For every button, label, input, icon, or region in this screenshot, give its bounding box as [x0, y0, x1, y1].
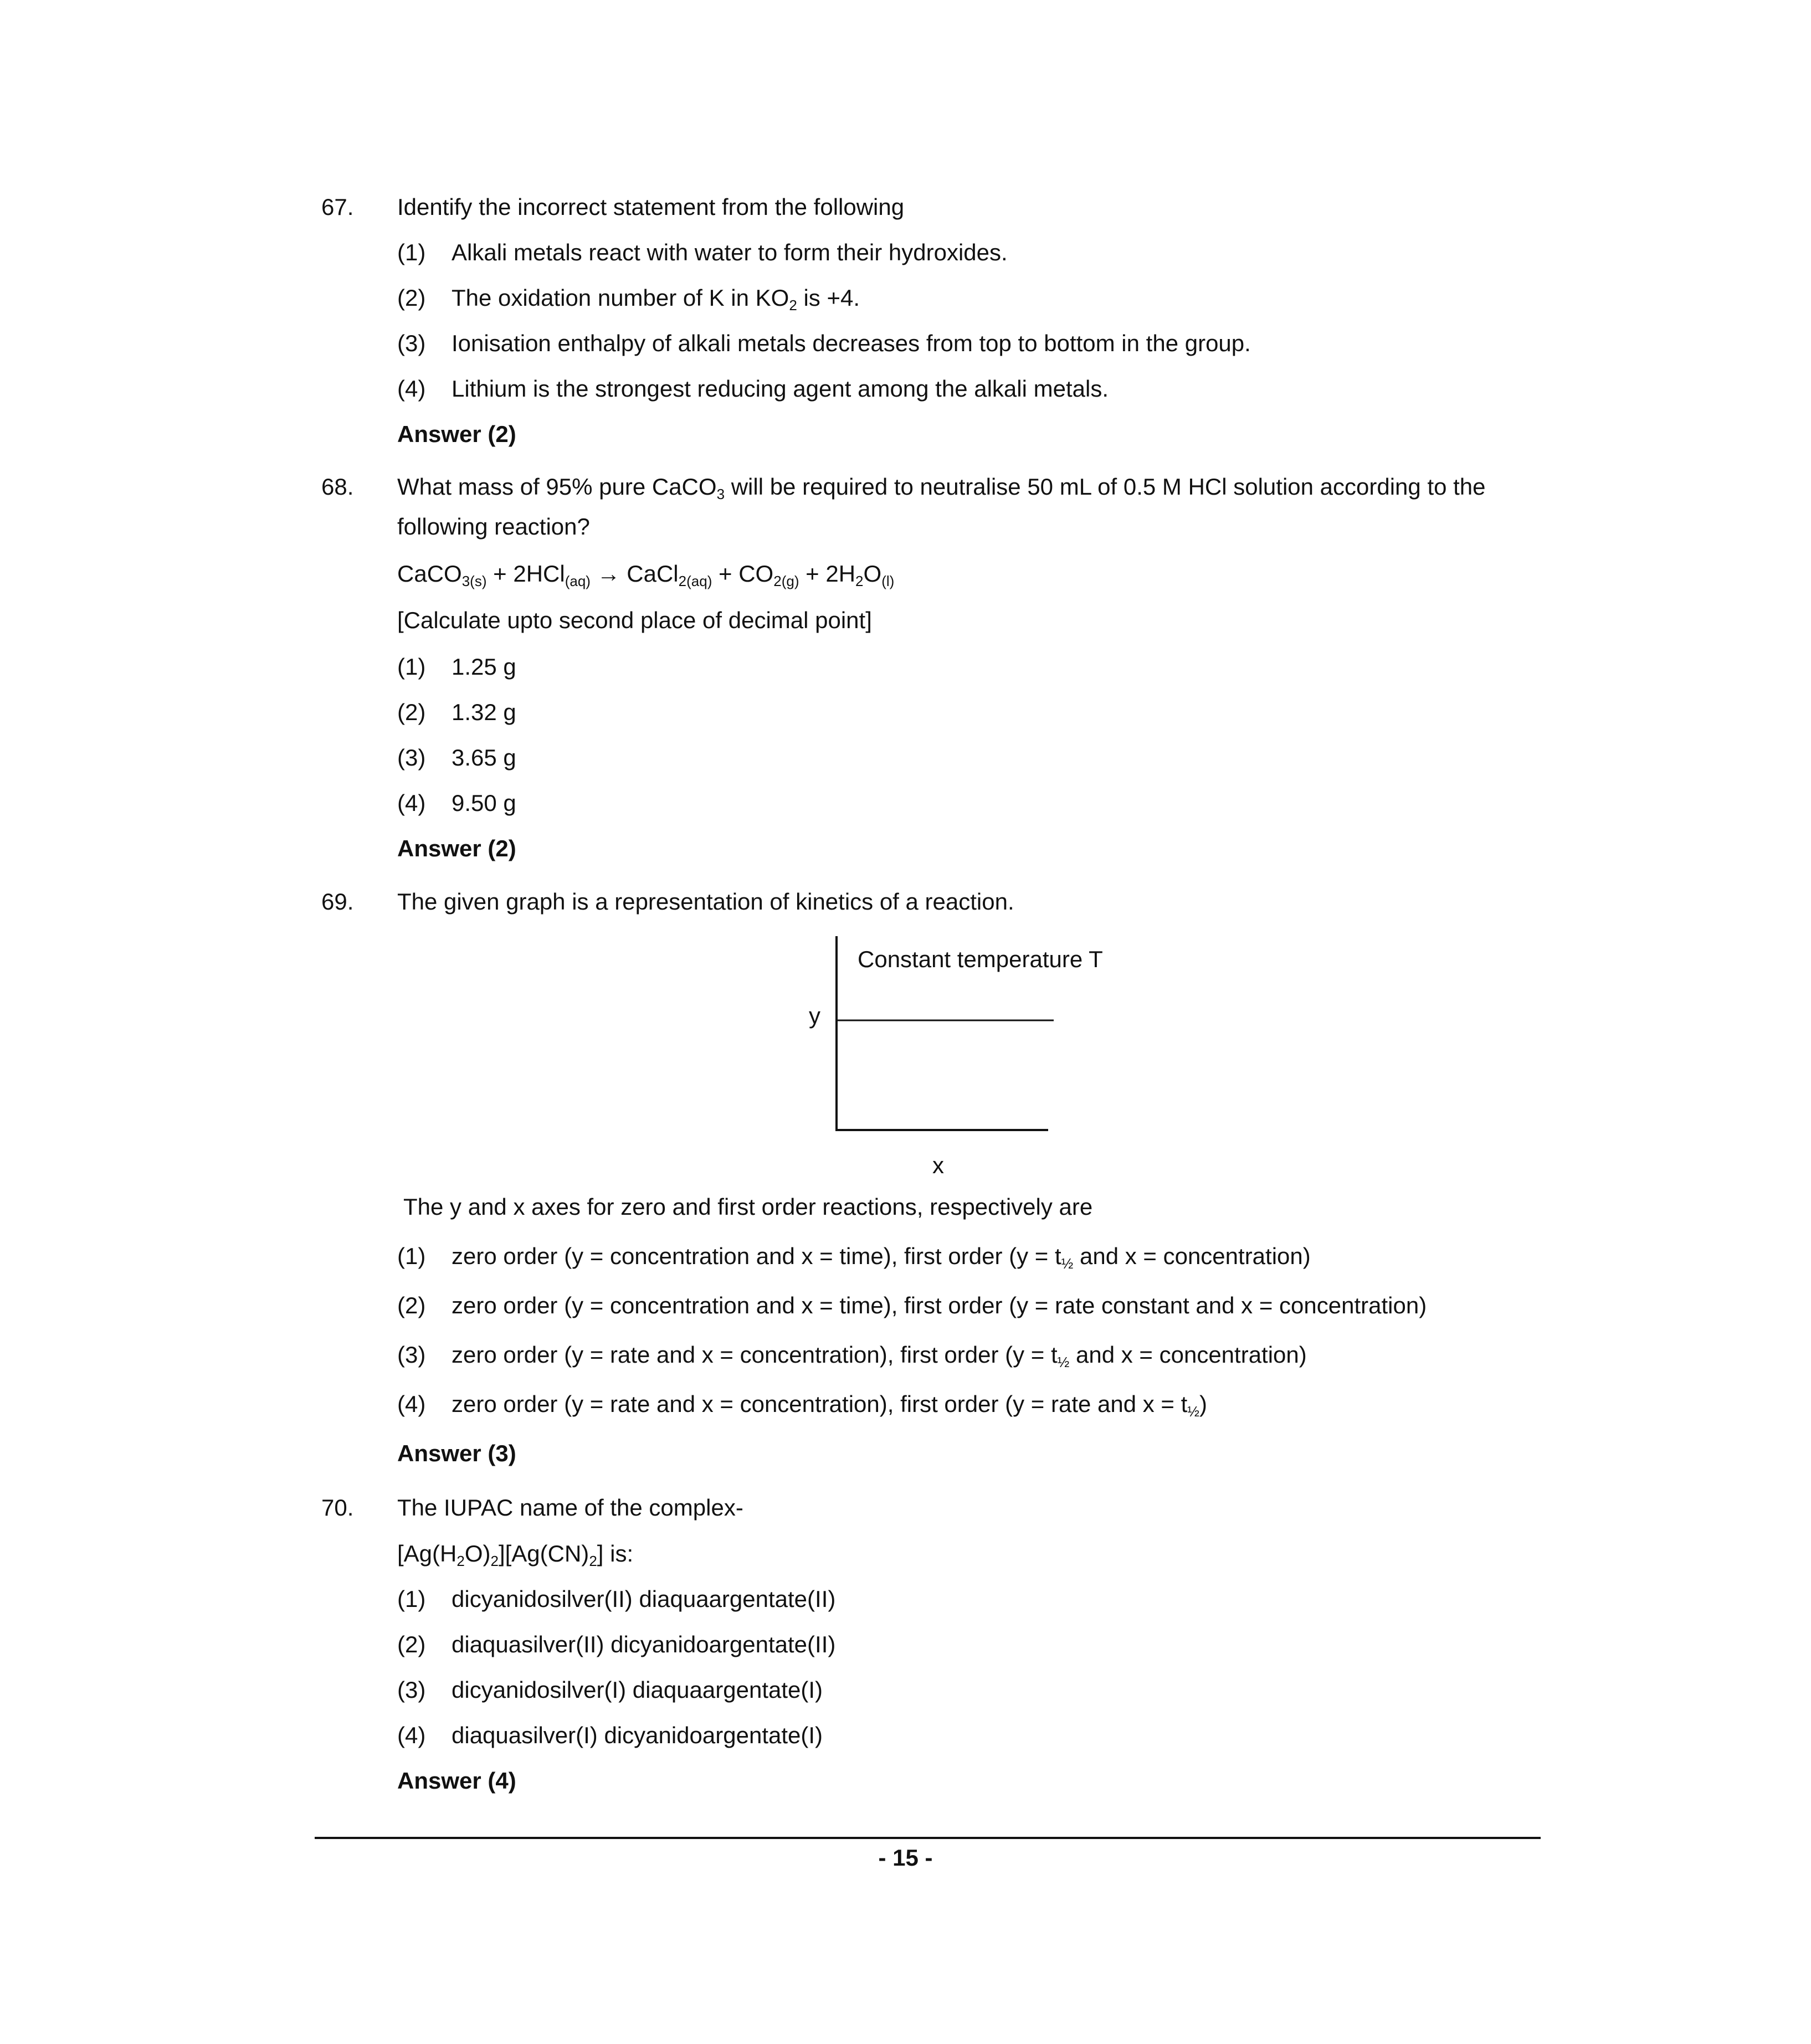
kinetics-graph	[798, 936, 1141, 1180]
answer: Answer (4)	[397, 1768, 516, 1794]
y-axis-label: y	[809, 1003, 820, 1029]
question-number: 67.	[321, 194, 354, 220]
question-text: The IUPAC name of the complex-	[397, 1495, 743, 1521]
graph-title: Constant temperature T	[858, 946, 1103, 972]
question-number: 68.	[321, 474, 354, 500]
option-2: (2) The oxidation number of K in $KO_2$ is +4.	[397, 285, 860, 314]
option-3: (3) dicyanidosilver(I) diaquaargentate(I)	[397, 1677, 823, 1703]
x-axis-label: x	[932, 1152, 944, 1178]
footer-rule	[315, 1837, 1541, 1839]
option-4: (4) zero order (y = rate and x = concentration), first order (y = rate and $x = t_{\frac{1}{2}}$)	[397, 1391, 1207, 1420]
answer: Answer (2)	[397, 835, 516, 861]
option-3: (3) Ionisation enthalpy of alkali metals decreases from top to bottom in the group.	[397, 330, 1251, 356]
option-4: (4) 9.50 g	[397, 790, 516, 816]
question-number: 70.	[321, 1495, 354, 1521]
complex-formula: $[Ag(H_2O)_2][Ag(CN)_2]$ is:	[397, 1540, 634, 1569]
calculation-note: [Calculate upto second place of decimal point]	[397, 607, 872, 633]
option-3: (3) zero order (y = rate and x = concentration), first order ($y = t_{\frac{1}{2}}$ and x = concentration)	[397, 1342, 1307, 1370]
option-4: (4) diaquasilver(I) dicyanidoargentate(I)	[397, 1722, 823, 1748]
graph-axes	[798, 936, 1141, 1180]
option-1: (1) Alkali metals react with water to form their hydroxides.	[397, 239, 1008, 265]
question-text: What mass of 95% pure CaCO$_3$ will be required to neutralise 50 mL of 0.5 M HCl solution according to the	[397, 474, 1486, 502]
option-2: (2) diaquasilver(II) dicyanidoargentate(II)	[397, 1631, 836, 1657]
option-1: (1) 1.25 g	[397, 654, 516, 680]
option-2: (2) zero order (y = concentration and x = time), first order (y = rate constant and x = concentration)	[397, 1292, 1427, 1318]
answer: Answer (2)	[397, 421, 516, 447]
question-number: 69.	[321, 889, 354, 915]
option-4: (4) Lithium is the strongest reducing agent among the alkali metals.	[397, 376, 1109, 402]
page-number: - 15 -	[878, 1845, 933, 1871]
question-text-continued: following reaction?	[397, 513, 590, 540]
question-text: The given graph is a representation of kinetics of a reaction.	[397, 889, 1014, 915]
option-1: (1) zero order (y = concentration and x = time), first order ($y = t_{\frac{1}{2}}$ and x = concentration)	[397, 1243, 1311, 1272]
option-3: (3) 3.65 g	[397, 744, 516, 771]
question-text: Identify the incorrect statement from the following	[397, 194, 905, 220]
option-1: (1) dicyanidosilver(II) diaquaargentate(II)	[397, 1586, 836, 1612]
reaction-equation: CaCO$_{3(s)}$ + 2HCl$_{(aq)}$ → CaCl$_{2(aq)}$ + $CO_{2(g)} + 2H_2O_{(l)}$	[397, 561, 895, 589]
answer: Answer (3)	[397, 1440, 516, 1466]
followup-text: The y and x axes for zero and first order reactions, respectively are	[403, 1194, 1093, 1220]
option-2: (2) 1.32 g	[397, 699, 516, 725]
